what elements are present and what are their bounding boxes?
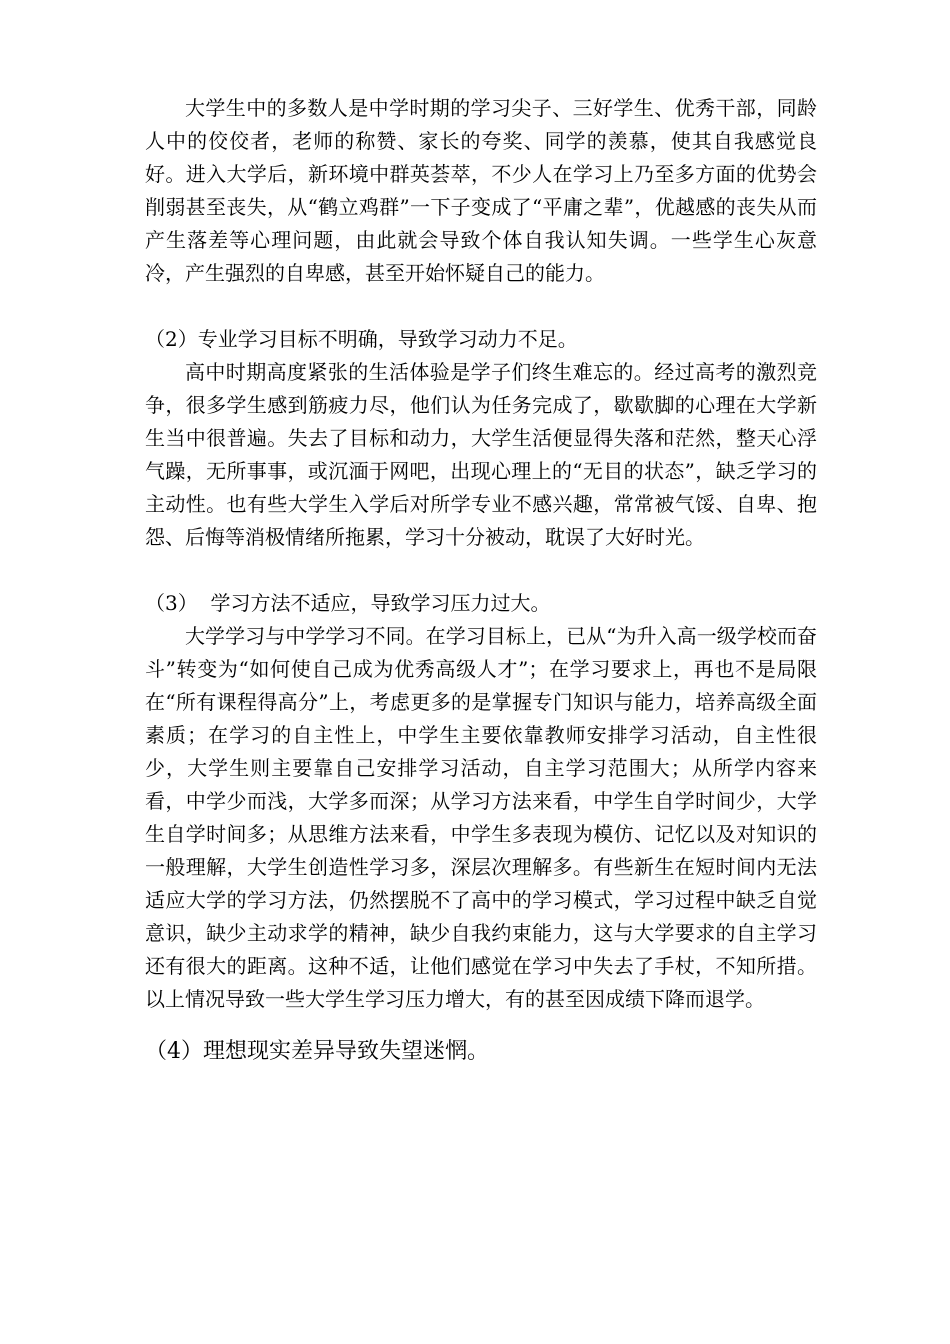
paragraph-motivation: 高中时期高度紧张的生活体验是学子们终生难忘的。经过高考的激烈竞争，很多学生感到筋疲力尽，他们认为任务完成了，歇歇脚的心理在大学新生当中很普遍。失去了目标和动力，大学生活便显得失落和茫然，整天心浮气躁，无所事事，或沉湎于网吧，出现心理上的“无目的状态”，缺乏学习的主动性。也有些大学生入学后对所学专业不感兴趣，常常被气馁、自卑、抱怨、后悔等消极情绪所拖累，学习十分被动，耽误了大好时光。	[145, 360, 817, 549]
section-heading-2: （2）专业学习目标不明确，导致学习动力不足。	[145, 327, 578, 351]
paragraph-self-perception: 大学生中的多数人是中学时期的学习尖子、三好学生、优秀干部，同龄人中的佼佼者，老师的称赞、家长的夸奖、同学的羡慕，使其自我感觉良好。进入大学后，新环境中群英荟萃，不少人在学习上乃至多方面的优势会削弱甚至丧失，从“鹤立鸡群”一下子变成了“平庸之辈”，优越感的丧失从而产生落差等心理问题，由此就会导致个体自我认知失调。一些学生心灰意冷，产生强烈的自卑感，甚至开始怀疑自己的能力。	[145, 96, 817, 285]
paragraph-study-methods: 大学学习与中学学习不同。在学习目标上，已从“为升入高一级学校而奋斗”转变为“如何使自己成为优秀高级人才”；在学习要求上，再也不是局限在“所有课程得高分”上，考虑更多的是掌握专门知识与能力，培养高级全面素质；在学习的自主性上，中学生主要依靠教师安排学习活动，自主性很少，大学生则主要靠自己安排学习活动，自主学习范围大；从所学内容来看，中学少而浅，大学多而深；从学习方法来看，中学生自学时间少，大学生自学时间多；从思维方法来看，中学生多表现为模仿、记忆以及对知识的一般理解，大学生创造性学习多，深层次理解多。有些新生在短时间内无法适应大学的学习方法，仍然摆脱不了高中的学习模式，学习过程中缺乏自觉意识，缺少主动求学的精神，缺少自我约束能力，这与大学要求的自主学习还有很大的距离。这种不适，让他们感觉在学习中失去了手杖，不知所措。以上情况导致一些大学生学习压力增大，有的甚至因成绩下降而退学。	[145, 624, 817, 1011]
document-body	[145, 92, 817, 1070]
section-heading-4: （4）理想现实差异导致失望迷惘。	[145, 1039, 489, 1064]
section-heading-3: （3） 学习方法不适应，导致学习压力过大。	[145, 591, 551, 615]
